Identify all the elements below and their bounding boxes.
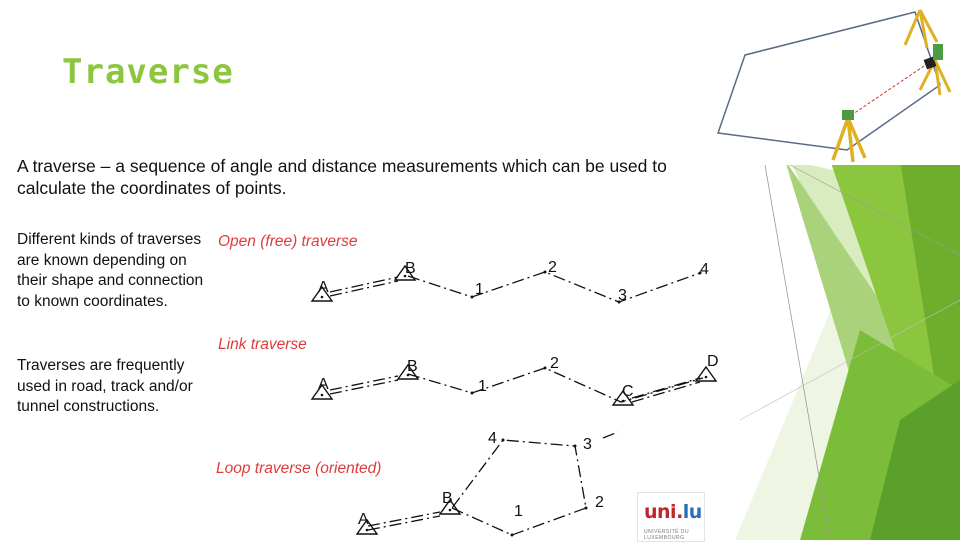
open-point-4: 4 [700,261,709,278]
link-point-d: D [707,353,719,370]
open-point-1: 1 [475,281,484,298]
loop-point-b: B [442,490,453,507]
loop-traverse-label: Loop traverse (oriented) [216,460,382,477]
loop-point-1: 1 [514,503,523,520]
intro-text: A traverse – a sequence of angle and distance measurements which can be used to calculate the coordinates of points. [17,156,667,198]
link-point-b: B [407,358,418,375]
loop-point-a: A [358,511,369,528]
link-point-a: A [318,376,329,393]
loop-point-2: 2 [595,494,604,511]
loop-point-3: 3 [583,436,592,453]
usage-paragraph: Traverses are frequently used in road, track and/or tunnel constructions. [17,357,193,415]
loop-point-4: 4 [488,430,497,447]
link-point-2: 2 [550,355,559,372]
kinds-paragraph: Different kinds of traverses are known depending on their shape and connection to known coordinates. [17,231,204,310]
logo-subtitle: UNIVERSITÉ DU LUXEMBOURG [644,529,690,541]
link-point-c: C [622,383,634,400]
link-traverse-label: Link traverse [218,336,307,353]
page-title: Traverse [62,52,234,92]
logo-text-left: uni. [644,501,683,523]
open-point-3: 3 [618,287,627,304]
logo-text-right: lu [682,501,702,523]
open-traverse-label: Open (free) traverse [218,233,358,250]
open-point-2: 2 [548,259,557,276]
link-point-1: 1 [478,378,487,395]
open-point-a: A [318,279,329,296]
university-logo [637,492,705,542]
open-point-b: B [405,260,416,277]
